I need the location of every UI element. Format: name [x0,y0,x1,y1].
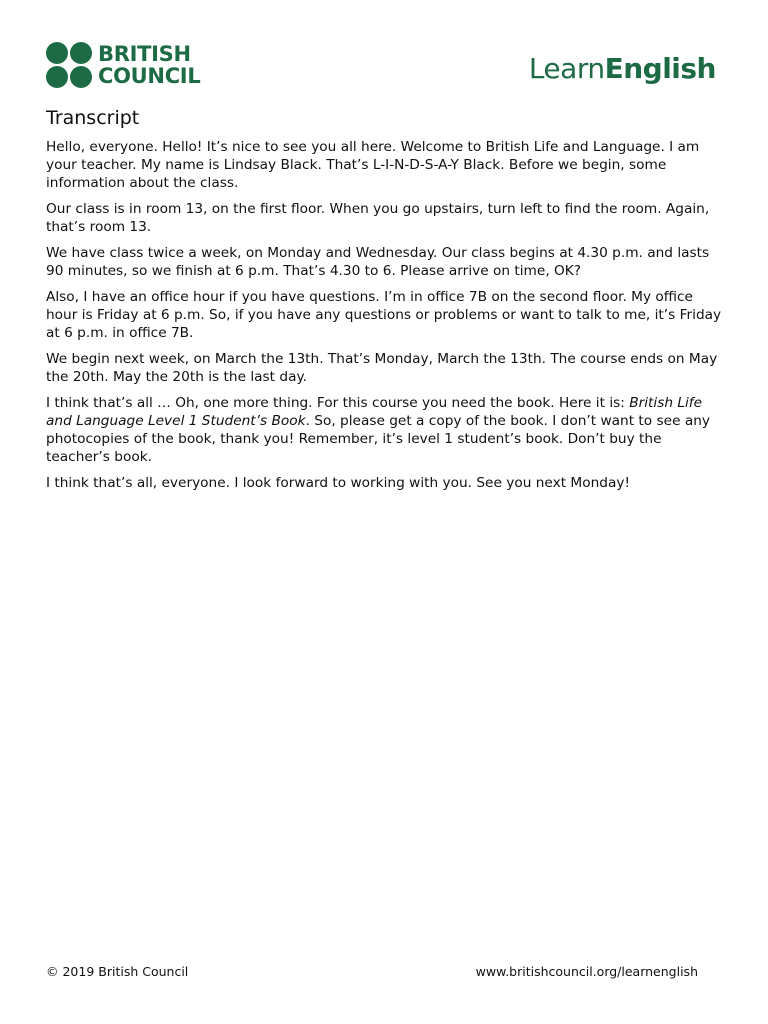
page-title: Transcript [46,107,140,129]
transcript-content [46,107,726,500]
paragraph-3: We have class twice a week, on Monday and Wednesday. Our class begins at 4.30 p.m. and lasts 90 minutes, so we finish at 6 p.m. That’s 4.30 to 6. Please arrive on time, OK? [46,245,710,279]
paragraph-6-start: I think that’s all … Oh, one more thing. For this course you need the book. Here it is: [46,395,630,411]
paragraph-6 [46,394,726,466]
learn-word: Learn [528,52,605,85]
paragraph-7: I think that’s all, everyone. I look forward to working with you. See you next Monday! [46,475,630,491]
british-council-wordmark [98,43,200,87]
paragraph-1: Hello, everyone. Hello! It’s nice to see you all here. Welcome to British Life and Language. I am your teacher. My name is Lindsay Black. That’s L-I-N-D-S-A-Y Black. Before we begin, some information about the class. [46,139,700,191]
paragraph-4: Also, I have an office hour if you have questions. I’m in office 7B on the second floor. My office hour is Friday at 6 p.m. So, if you have any questions or problems or want to talk to me, it’s Friday at 6 p.m. in office 7B. [46,289,722,341]
british-council-logo [46,42,200,88]
brand-line-2: COUNCIL [98,64,201,88]
brand-line-1: BRITISH [98,42,191,66]
page-header [46,42,718,92]
english-word: English [604,52,716,85]
logo-dot [70,42,92,64]
book-title: British Life and Language Level 1 Student’s Book [46,395,703,429]
learnenglish-logo [529,52,716,85]
footer-copyright: © 2019 British Council [46,964,189,979]
british-council-dots-icon [46,42,92,88]
footer-url[interactable]: www.britishcouncil.org/learnenglish [475,964,698,979]
logo-dot [70,66,92,88]
paragraph-6-end: . So, please get a copy of the book. I don’t want to see any photocopies of the book, thank you! Remember, it’s level 1 student’s book. Don’t buy the teacher’s book. [46,413,711,465]
paragraph-5: We begin next week, on March the 13th. That’s Monday, March the 13th. The course ends on May the 20th. May the 20th is the last day. [46,351,718,385]
paragraph-2: Our class is in room 13, on the first floor. When you go upstairs, turn left to find the room. Again, that’s room 13. [46,201,710,235]
logo-dot [46,66,68,88]
logo-dot [46,42,68,64]
